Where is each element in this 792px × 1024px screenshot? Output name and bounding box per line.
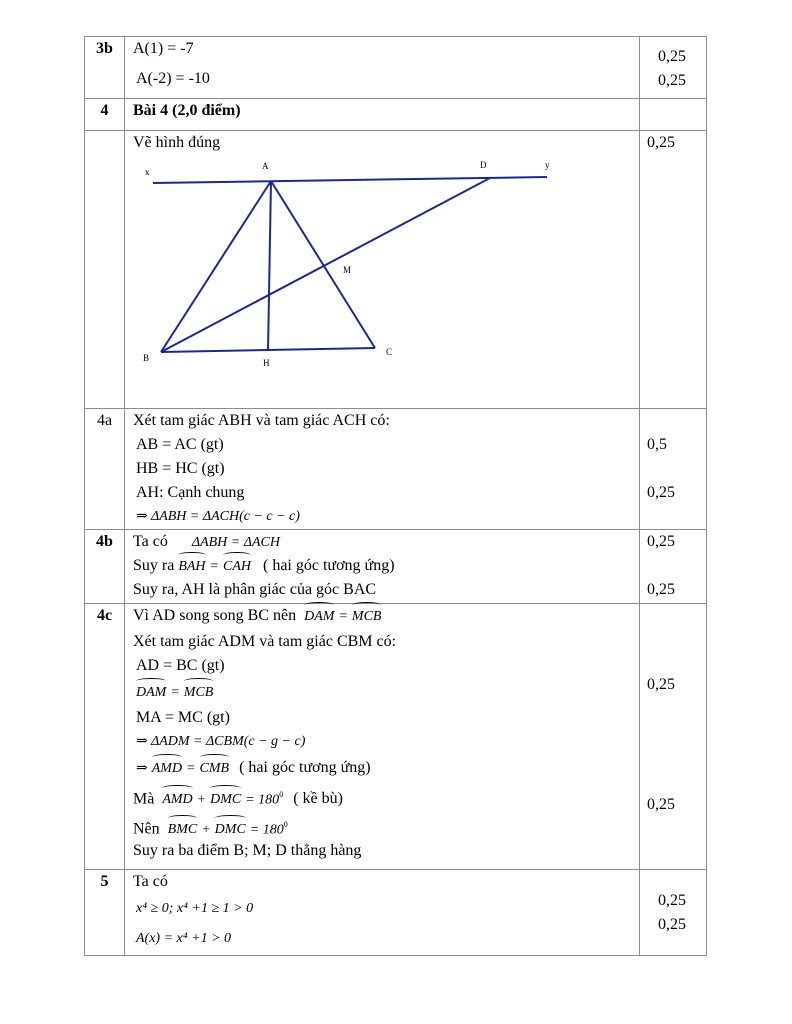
- answer-cell: [125, 530, 640, 604]
- label-y: y: [545, 160, 550, 170]
- math-symbol: =: [209, 559, 219, 574]
- figure-caption: Vẽ hình đúng: [133, 134, 221, 151]
- answer-line: A(x) = x⁴ +1 > 0: [136, 931, 232, 946]
- angle: CAH: [223, 555, 251, 579]
- segment-ab: [161, 181, 271, 352]
- score: 0,25: [647, 676, 675, 693]
- label-d: D: [480, 160, 487, 170]
- question-number: 4c: [85, 604, 125, 870]
- answer-line: [125, 813, 639, 839]
- score-cell: [640, 99, 707, 131]
- answer-line: [125, 783, 639, 813]
- answer-line: ⇒ ΔADM = ΔCBM(c − g − c): [136, 734, 306, 749]
- row-4a: [85, 409, 707, 530]
- label-c: C: [386, 347, 393, 357]
- angle: MCB: [184, 681, 214, 705]
- answer-cell: [125, 409, 640, 530]
- label-b: B: [143, 353, 150, 363]
- answer-line: AD = BC (gt): [136, 657, 225, 674]
- answer-line: MA = MC (gt): [136, 709, 230, 726]
- angle: DMC: [215, 818, 246, 842]
- answer-line: AH: Cạnh chung: [136, 484, 245, 501]
- text: Ta có: [133, 533, 168, 550]
- math-value: = 180: [245, 792, 280, 808]
- answer-line: Xét tam giác ADM và tam giác CBM có:: [133, 633, 397, 650]
- math-symbol: =: [170, 685, 180, 700]
- answer-line: x⁴ ≥ 0; x⁴ +1 ≥ 1 > 0: [136, 901, 254, 916]
- answer-cell: [125, 604, 640, 870]
- answer-line: [125, 680, 639, 706]
- answer-line: Suy ra, AH là phân giác của góc BAC: [133, 581, 377, 598]
- text: Suy ra: [133, 557, 175, 574]
- question-number: 4b: [85, 530, 125, 604]
- segment-bd: [161, 178, 490, 352]
- answer-key-table: [84, 36, 707, 956]
- answer-cell: [125, 37, 640, 99]
- question-number: 3b: [85, 37, 125, 99]
- answer-line: [125, 756, 639, 783]
- answer-line: HB = HC (gt): [136, 460, 225, 477]
- angle: DAM: [136, 681, 166, 705]
- answer-line: Ta có: [133, 873, 168, 890]
- score-cell: [640, 870, 707, 956]
- score: 0,25: [647, 533, 675, 550]
- math-symbol: +: [196, 792, 207, 808]
- text: ( hai góc tương ứng): [263, 557, 395, 574]
- score-cell: [640, 409, 707, 530]
- score: 0,25: [647, 484, 675, 501]
- question-number: [85, 131, 125, 409]
- answer-line: Suy ra ba điểm B; M; D thẳng hàng: [133, 842, 362, 859]
- angle: DMC: [210, 788, 241, 812]
- math-expression: ΔABH = ΔACH: [191, 535, 280, 550]
- row-figure: [85, 131, 707, 409]
- question-number: 5: [85, 870, 125, 956]
- text: Nên: [133, 820, 160, 838]
- segment-ah: [268, 181, 271, 351]
- angle: AMD: [152, 757, 182, 781]
- section-title: Bài 4 (2,0 điểm): [133, 102, 241, 119]
- math-symbol: =: [338, 609, 348, 624]
- math-value: = 180: [249, 822, 284, 838]
- question-number: 4a: [85, 409, 125, 530]
- score: 0,25: [658, 48, 686, 65]
- answer-line: [125, 554, 639, 578]
- score-cell: [640, 131, 707, 409]
- row-4: [85, 99, 707, 131]
- answer-cell: [125, 99, 640, 131]
- answer-cell: [125, 870, 640, 956]
- angle: DAM: [304, 605, 334, 629]
- angle: MCB: [352, 605, 382, 629]
- score: 0,25: [658, 892, 686, 909]
- answer-line: Xét tam giác ABH và tam giác ACH có:: [133, 412, 390, 429]
- score-cell: [640, 37, 707, 99]
- score: 0,25: [647, 796, 675, 813]
- label-a: A: [262, 161, 269, 171]
- angle: BMC: [168, 818, 198, 842]
- row-3b: [85, 37, 707, 99]
- score: 0,25: [647, 134, 675, 151]
- degree-mark: 0: [283, 820, 288, 829]
- text: Mà: [133, 790, 155, 808]
- score-cell: [640, 604, 707, 870]
- angle: AMD: [162, 788, 192, 812]
- angle: CMB: [200, 757, 230, 781]
- text: ( kề bù): [293, 790, 343, 808]
- row-4c: [85, 604, 707, 870]
- text: ( hai góc tương ứng): [239, 759, 371, 776]
- geometry-figure: [125, 155, 637, 395]
- answer-line: [125, 530, 639, 554]
- label-x: x: [145, 167, 150, 177]
- question-number: 4: [85, 99, 125, 131]
- row-4b: [85, 530, 707, 604]
- label-m: M: [343, 265, 352, 275]
- score-cell: [640, 530, 707, 604]
- degree-mark: 0: [279, 790, 284, 799]
- segment-ac: [271, 181, 375, 348]
- answer-line: A(-2) = -10: [136, 70, 210, 87]
- text: Vì AD song song BC nên: [133, 607, 297, 624]
- math-symbol: =: [186, 761, 196, 776]
- row-5: [85, 870, 707, 956]
- answer-line: ⇒ ΔABH = ΔACH(c − c − c): [136, 509, 300, 524]
- math-symbol: +: [201, 822, 211, 838]
- answer-line: A(1) = -7: [133, 40, 194, 57]
- score: 0,25: [658, 72, 686, 89]
- figure-cell: [125, 131, 640, 409]
- angle: BAH: [178, 555, 205, 579]
- answer-line: [125, 604, 639, 630]
- math-symbol: ⇒: [136, 761, 148, 776]
- score: 0,25: [658, 916, 686, 933]
- score: 0,5: [647, 436, 667, 453]
- answer-line: AB = AC (gt): [136, 436, 224, 453]
- score: 0,25: [647, 581, 675, 598]
- label-h: H: [263, 358, 270, 368]
